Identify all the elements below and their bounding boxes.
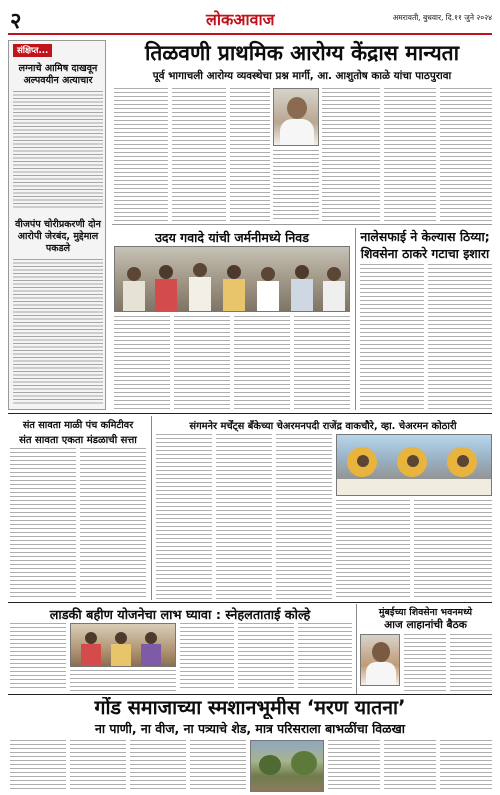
nashik-headline-line2: शिवसेना ठाकरे गटाचा इशारा [360,246,490,261]
sidebar-box [8,40,106,410]
lead-body-col4 [322,88,380,222]
dateline: अमरावती, बुधवार, दि.११ जुने २०२४ [392,13,492,22]
column-divider-3 [356,604,357,694]
sant-body-col1 [10,448,76,598]
page-header [8,4,492,32]
lead-rule [112,224,492,225]
lead-portrait-photo [273,88,319,146]
lead-subhead: पूर्व भागाचली आरोग्य व्यवस्थेचा प्रश्न मार्गी, आ. आशुतोष काळे यांचा पाठपुरावा [152,70,452,82]
sidebar-story2-title: वीजपंप चोरीप्रकरणी दोन आरोपी जेरबंद, मुद्देमाल पकडले [15,219,101,254]
lead-body-col2 [172,88,226,222]
bank-body-col3 [276,434,332,599]
column-divider-2 [151,416,152,600]
section-rule-1 [8,413,492,414]
lead-body-under-photo [273,150,319,222]
mumbai-body-col2 [450,634,492,692]
sant-headline: संत सावता माळी पंच कमिटीवर [22,420,134,431]
lead-body-col1 [114,88,168,222]
lead-body-col3 [230,88,270,222]
masthead-logo: लोकआवाज [206,10,275,29]
sidebar-label: संक्षिप्त... [13,44,52,57]
lead-body-col6 [440,88,492,222]
gond-subhead: ना पाणी, ना वीज, ना पत्र्याचे शेड, मात्र परिसराला बाभळींचा विळखा [95,721,405,736]
bank-headline: संगमनेर मर्चेंट्स बँकेच्या चेअरमनपदी राजेंद्र वाकचौरे, व्हा. चेअरमन कोठारी [189,421,457,432]
ladki-event-photo [70,623,176,667]
gond-body-col7 [440,740,492,792]
nashik-headline-line1: नालेसफाई ने केल्यास ठिय्या; [360,229,490,244]
ladki-body-col2 [180,623,234,691]
gond-headline: गोंड समाजाच्या स्मशानभूमीस ‘मरण यातना’ [94,697,406,719]
sant-body-col2 [80,448,146,598]
page-number: २ [10,8,22,32]
ladki-caption [70,670,176,691]
ladki-body-col3 [238,623,294,691]
bank-body-col1 [156,434,212,599]
bank-body-col4 [336,500,410,599]
section-rule-3 [8,694,492,695]
gond-body-col4 [190,740,246,792]
gond-body-col3 [130,740,186,792]
section-rule-2 [8,602,492,603]
bank-body-col5 [414,500,492,599]
lead-body-col5 [384,88,436,222]
uday-headline: उदय गवादे यांची जर्मनीमध्ये निवड [155,230,309,245]
gond-body-col1 [10,740,66,792]
uday-body-col2 [174,316,230,410]
uday-body-col3 [234,316,290,410]
uday-group-photo [114,246,350,312]
lead-headline: तिळवणी प्राथमिक आरोग्य केंद्रास मान्यता [144,41,460,65]
sant-subhead: संत सावता एकता मंडळाची सत्ता [19,435,137,446]
uday-body-col1 [114,316,170,410]
gond-cremation-ground-photo [250,740,324,792]
sidebar-story1-body [13,91,103,209]
ladki-body-col4 [298,623,352,691]
sidebar-story1-title: लग्नाचे आमिष दाखवून अल्पवयीन अत्याचार [18,63,98,86]
mumbai-body-col1 [404,634,446,692]
mumbai-headline-line1: मुंबईच्या शिवसेना भवनमध्ये [378,607,473,618]
mumbai-portrait-photo [360,634,400,686]
sidebar-story2-body [13,259,103,405]
mumbai-headline-line2: आज लाहानांची बैठक [384,619,467,631]
column-divider [355,228,356,410]
ladki-body-col1 [10,623,66,691]
gond-body-col2 [70,740,126,792]
gond-body-col5 [328,740,380,792]
gond-body-col6 [384,740,436,792]
bank-body-col2 [216,434,272,599]
uday-body-col4 [294,316,350,410]
header-rule [8,33,492,35]
nashik-body-col1 [360,264,424,410]
bank-officials-photo [336,434,492,496]
nashik-body-col2 [428,264,492,410]
ladki-headline: लाडकी बहीण योजनेचा लाभ घ्यावा : स्नेहलताताई कोल्हे [49,608,311,623]
